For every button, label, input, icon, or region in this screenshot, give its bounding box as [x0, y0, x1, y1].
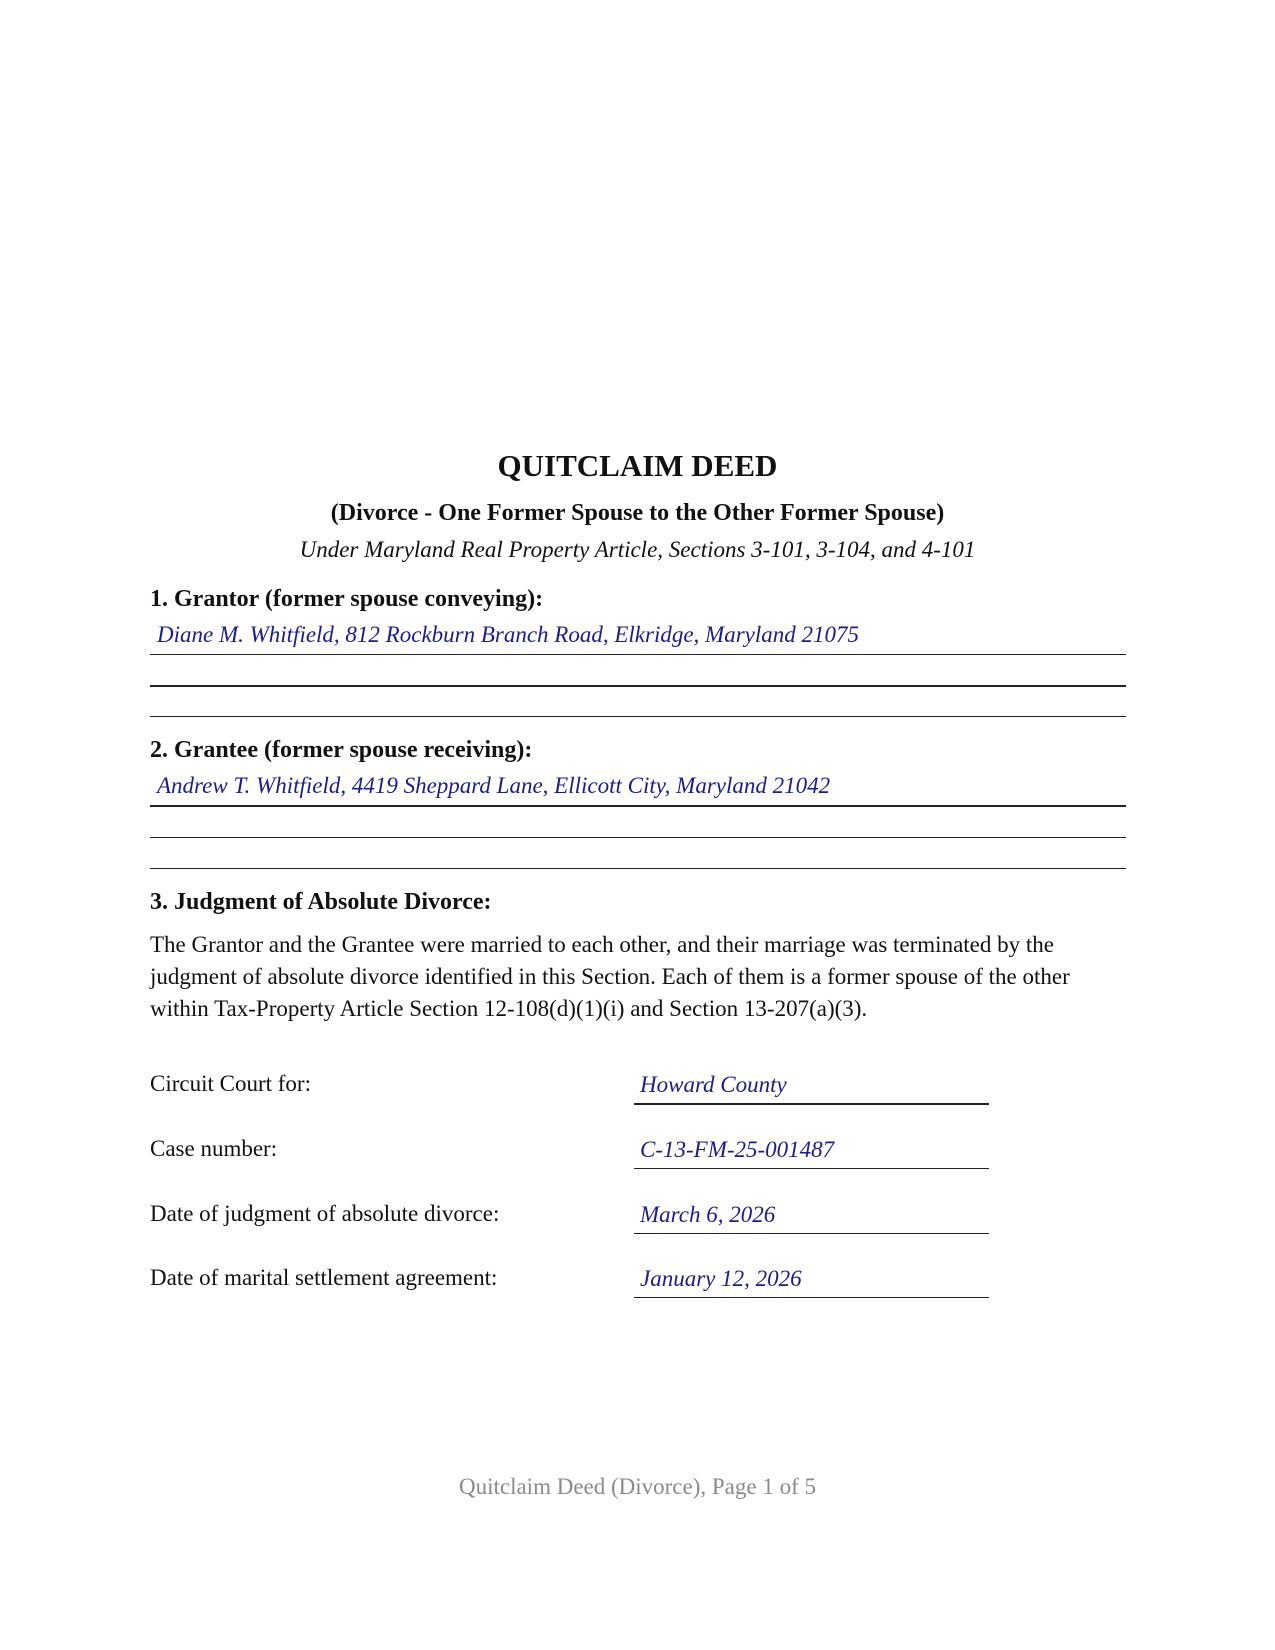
grantor-value[interactable]: Diane M. Whitfield, 812 Rockburn Branch Road, Elkridge, Maryland 21075 [157, 622, 860, 647]
grantor-line-2 [150, 685, 1126, 687]
grantee-value[interactable]: Andrew T. Whitfield, 4419 Sheppard Lane, Ellicott City, Maryland 21042 [157, 773, 831, 798]
grantee-line-1 [150, 805, 1126, 807]
case-number-label: Case number: [150, 1136, 278, 1161]
settlement-date-value: January 12, 2026 [640, 1266, 802, 1291]
document-title: QUITCLAIM DEED [497, 448, 778, 483]
grantor-line-3 [150, 716, 1126, 717]
judgment-paragraph: The Grantor and the Grantee were married to each other, and their marriage was terminated by the judgment of absolute divorce identified in this Section. Each of them is a former spouse of the other within Tax-Property Article Section 12-108(d)(1)(i) and Section 13-207(a)(3). [150, 932, 1070, 1021]
grantee-line-2 [150, 837, 1126, 838]
case-number-field[interactable] [634, 1132, 989, 1169]
grantee-line-3 [150, 868, 1126, 869]
circuit-court-field[interactable] [634, 1067, 989, 1105]
judgment-heading: 3. Judgment of Absolute Divorce: [150, 889, 492, 915]
judgment-date-value: March 6, 2026 [640, 1202, 776, 1227]
settlement-date-field[interactable] [634, 1261, 989, 1298]
grantor-heading: 1. Grantor (former spouse conveying): [150, 586, 544, 612]
circuit-court-value: Howard County [640, 1072, 787, 1097]
grantor-line-1 [150, 654, 1126, 655]
judgment-date-label: Date of judgment of absolute divorce: [150, 1201, 500, 1226]
circuit-court-label: Circuit Court for: [150, 1071, 311, 1096]
page-footer: Quitclaim Deed (Divorce), Page 1 of 5 [458, 1474, 817, 1499]
document-subtitle: (Divorce - One Former Spouse to the Other Former Spouse) [330, 500, 945, 526]
grantee-heading: 2. Grantee (former spouse receiving): [150, 737, 533, 763]
judgment-date-field[interactable] [634, 1197, 989, 1234]
settlement-date-label: Date of marital settlement agreement: [150, 1265, 498, 1290]
statute-reference: Under Maryland Real Property Article, Sections 3-101, 3-104, and 4-101 [299, 537, 976, 562]
case-number-value: C-13-FM-25-001487 [640, 1137, 835, 1162]
